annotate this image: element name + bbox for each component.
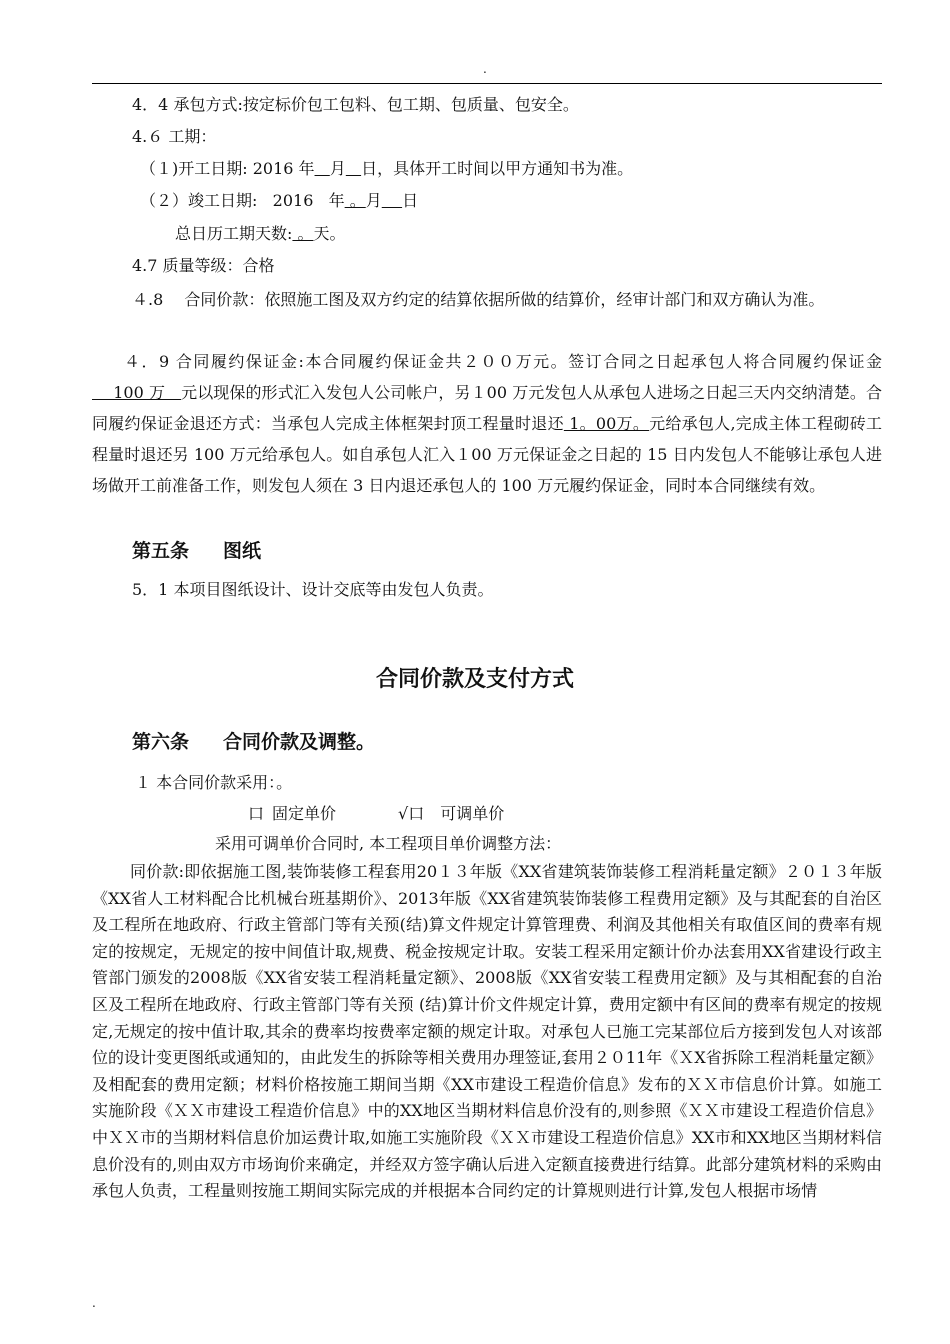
- header-rule: [92, 83, 882, 84]
- clause-4-9-part1: ４．9 合同履约保证金:本合同履约保证金共２００万元。签订合同之日起承包人将合同履约保证金: [124, 352, 899, 371]
- header-mark: .: [483, 62, 487, 76]
- start-date-prefix: （１)开工日期: 2016 年: [140, 159, 315, 178]
- start-month-blank: [346, 159, 361, 178]
- end-day-blank: [382, 191, 402, 210]
- article-5-title: 图纸: [223, 540, 262, 562]
- clause-4-4: 4．4 承包方式:按定标价包工包料、包工期、包质量、包安全。: [132, 95, 579, 114]
- price-options: [248, 804, 504, 824]
- refund-amount: 1。00万。: [563, 414, 650, 433]
- start-year-blank: [315, 159, 330, 178]
- deposit-amount: 100 万: [92, 383, 182, 402]
- end-date-prefix: （２）竣工日期: 2016 年: [140, 191, 345, 210]
- start-month-label: 月: [329, 159, 346, 178]
- total-days-line: [175, 224, 346, 244]
- fixed-price-label: 固定单价: [272, 804, 337, 823]
- article-5-label: 第五条: [132, 540, 190, 562]
- article-6-heading: [132, 727, 375, 754]
- clause-6-1: １ 本合同价款采用：。: [135, 773, 293, 792]
- clause-4-6: 4.６ 工期：: [132, 127, 217, 146]
- footer-mark: .: [92, 1296, 96, 1310]
- end-month-blank: 。: [344, 191, 366, 210]
- end-date-line: [140, 191, 418, 211]
- end-month-label: 月: [365, 191, 382, 210]
- clause-4-8: ４.8 合同价款：依照施工图及双方约定的结算依据所做的结算价，经审计部门和双方确认为准。: [132, 290, 825, 309]
- clause-4-9: [92, 346, 899, 501]
- article-6-label: 第六条: [132, 731, 190, 753]
- adjustable-price-label: 可调单价: [440, 804, 505, 823]
- end-date-suffix: 日: [402, 191, 419, 210]
- total-days-suffix: 天。: [313, 224, 346, 243]
- article-6-title: 合同价款及调整。: [223, 731, 376, 753]
- fixed-price-checkbox: 口: [248, 804, 265, 823]
- adjustment-method: 采用可调单价合同时, 本工程项目单价调整方法：: [215, 834, 562, 853]
- clause-4-9-part2: 元以现保的形式汇入发包人公司帐户，另１00 万元发包人从承包人进场之日起三天内交纳清楚。合同履约保证金退还方式：当承包人完成主体框架封顶工程量时退还: [92, 383, 882, 433]
- start-date-line: [140, 159, 633, 179]
- price-body-paragraph: 同价款:即依据施工图,装饰装修工程套用20１３年版《XX省建筑装饰装修工程消耗量定额》２０１３年版《XX省人工材料配合比机械台班基期价》、2013年版《XX省建筑装饰装修工程费用定额》及与其配套的自治区及工程所在地政府、行政主管部门等有关预(结)算文件规定计算管理费、利润及其他相关有取值区间的费率有规定的按规定，无规定的按中间值计取,规费、税金按规定计取。安装工程采用定额计价办法套用XX省建设行政主管部门颁发的2008版《XX省安装工程消耗量定额》、2008版《XX省安装工程费用定额》及与其相配套的自治区及工程所在地政府、行政主管部门等有关预 (结)算计价文件规定计算，费用定额中有区间的费率有规定的按规定,无规定的按中值计取,其余的费率均按费率定额的规定计取。对承包人已施工完某部位后方接到发包人对该部位的设计变更图纸或通知的，由此发生的拆除等相关费用办理签证,套用２０11年《ＸX省拆除工程消耗量定额》及相配套的费用定额；材料价格按施工期间当期《XX市建设工程造价信息》发布的ＸＸ市信息价计算。如施工实施阶段《ＸＸ市建设工程造价信息》中的XX地区当期材料信息价没有的,则参照《ＸＸ市建设工程造价信息》中ＸＸ市的当期材料信息价加运费计取,如施工实施阶段《ＸＸ市建设工程造价信息》XX市和XX地区当期材料信息价没有的,则由双方市场询价来确定，并经双方签字确认后进入定额直接费进行结算。此部分建筑材料的采购由承包人负责，工程量则按施工期间实际完成的并根据本合同约定的计算规则进行计算,发包人根据市场情: [92, 862, 882, 1201]
- clause-4-9-part3: 元给承包人,完成主体工程砌砖工程量时退还另 100 万元给承包人。如自承包人汇入１00 万元保证金之日起的 15 日内发包人不能够让承包人进场做开工前准备工作，则发包人须在 3 日内退还承包人的 100 万元履约保证金，同时本合同继续有效。: [92, 414, 882, 495]
- adjustable-price-checkbox: √口: [398, 804, 425, 823]
- total-days-value: 。: [292, 224, 314, 243]
- section-title: 合同价款及支付方式: [375, 667, 574, 692]
- clause-4-7: 4.7 质量等级：合格: [132, 256, 275, 275]
- total-days-prefix: 总日历工期天数:: [175, 224, 293, 243]
- start-date-suffix: 日，具体开工时间以甲方通知书为准。: [361, 159, 634, 178]
- clause-5-1: 5．1 本项目图纸设计、设计交底等由发包人负责。: [132, 580, 494, 599]
- article-5-heading: [132, 536, 261, 563]
